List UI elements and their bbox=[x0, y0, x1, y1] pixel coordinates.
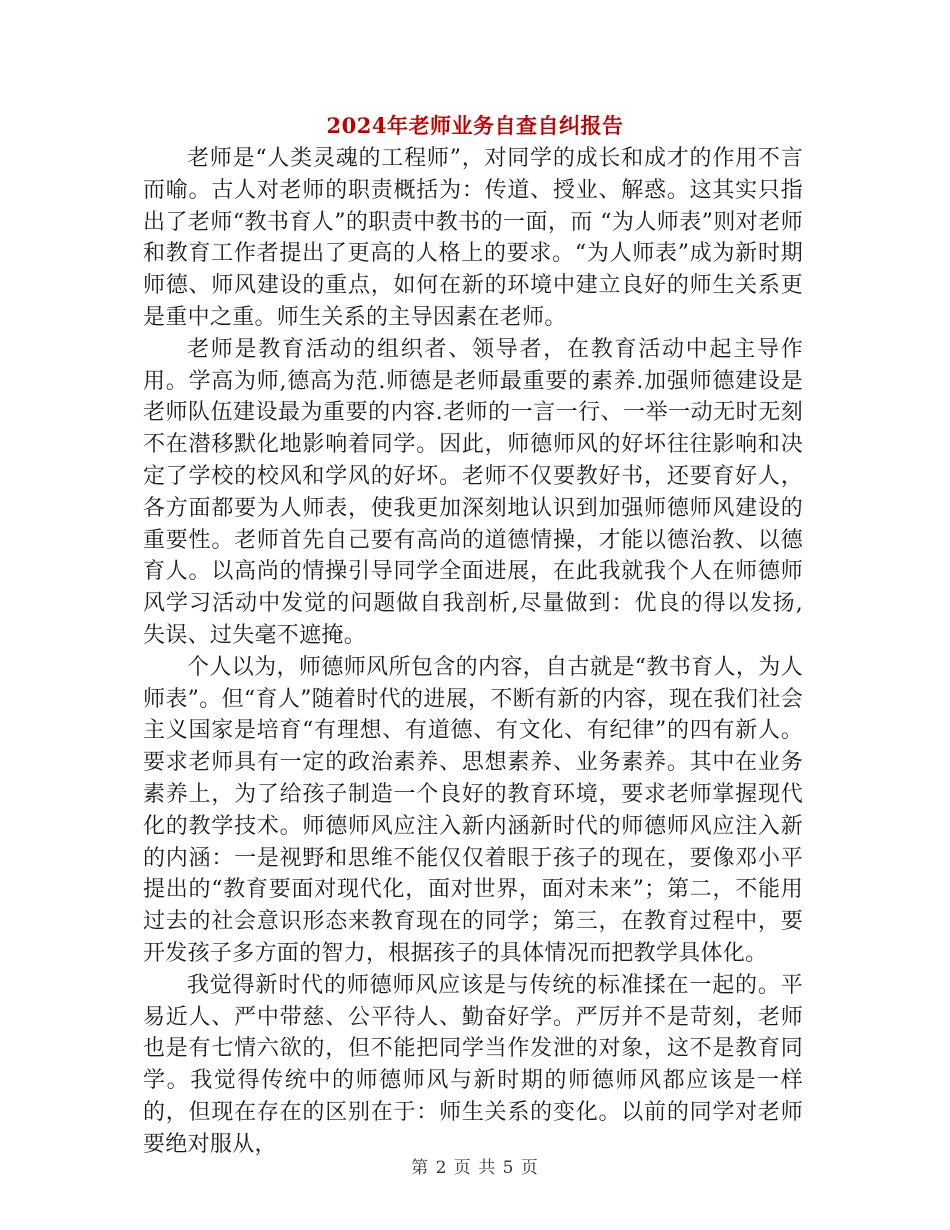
paragraph-4: 我觉得新时代的师德师风应该是与传统的标准揉在一起的。平易近人、严中带慈、公平待人、勤奋好学。严厉并不是苛刻，老师也是有七情六欲的，但不能把同学当作发泄的对象，这不是教育同学。我觉得传统中的师德师风与新时期的师德师风都应该是一样的，但现在存在的区别在于：师生关系的变化。以前的同学对老师要绝对服从， bbox=[143, 972, 803, 1157]
paragraph-2: 老师是教育活动的组织者、领导者，在教育活动中起主导作用。学高为师,德高为范.师德是老师最重要的素养.加强师德建设是老师队伍建设最为重要的内容.老师的一言一行、一举一动无时无刻不在潜移默化地影响着同学。因此，师德师风的好坏往往影响和决定了学校的校风和学风的好坏。老师不仅要教好书，还要育好人，各方面都要为人师表，使我更加深刻地认识到加强师德师风建设的重要性。老师首先自己要有高尚的道德情操，才能以德治教、以德育人。以高尚的情操引导同学全面进展，在此我就我个人在师德师风学习活动中发觉的问题做自我剖析,尽量做到：优良的得以发扬,失误、过失毫不遮掩。 bbox=[143, 336, 803, 648]
document-body bbox=[143, 143, 803, 1161]
page-number-footer: 第 2 页 共 5 页 bbox=[411, 1158, 539, 1178]
paragraph-3: 个人以为，师德师风所包含的内容，自古就是“教书育人，为人师表”。但“育人”随着时代的进展，不断有新的内容，现在我们社会主义国家是培育“有理想、有道德、有文化、有纪律”的四有新人。要求老师具有一定的政治素养、思想素养、业务素养。其中在业务素养上，为了给孩子制造一个良好的教育环境，要求老师掌握现代化的教学技术。师德师风应注入新内涵新时代的师德师风应注入新的内涵：一是视野和思维不能仅仅着眼于孩子的现在，要像邓小平提出的“教育要面对现代化，面对世界，面对未来”；第二，不能用过去的社会意识形态来教育现在的同学；第三，在教育过程中，要开发孩子多方面的智力，根据孩子的具体情况而把教学具体化。 bbox=[143, 654, 803, 966]
document-title: 2024年老师业务自查自纠报告 bbox=[326, 113, 624, 138]
paragraph-1: 老师是“人类灵魂的工程师”，对同学的成长和成才的作用不言而喻。古人对老师的职责概括为：传道、授业、解惑。这其实只指出了老师“教书育人”的职责中教书的一面，而 “为人师表”则对老师和教育工作者提出了更高的人格上的要求。“为人师表”成为新时期师德、师风建设的重点，如何在新的环境中建立良好的师生关系更是重中之重。师生关系的主导因素在老师。 bbox=[143, 146, 803, 330]
